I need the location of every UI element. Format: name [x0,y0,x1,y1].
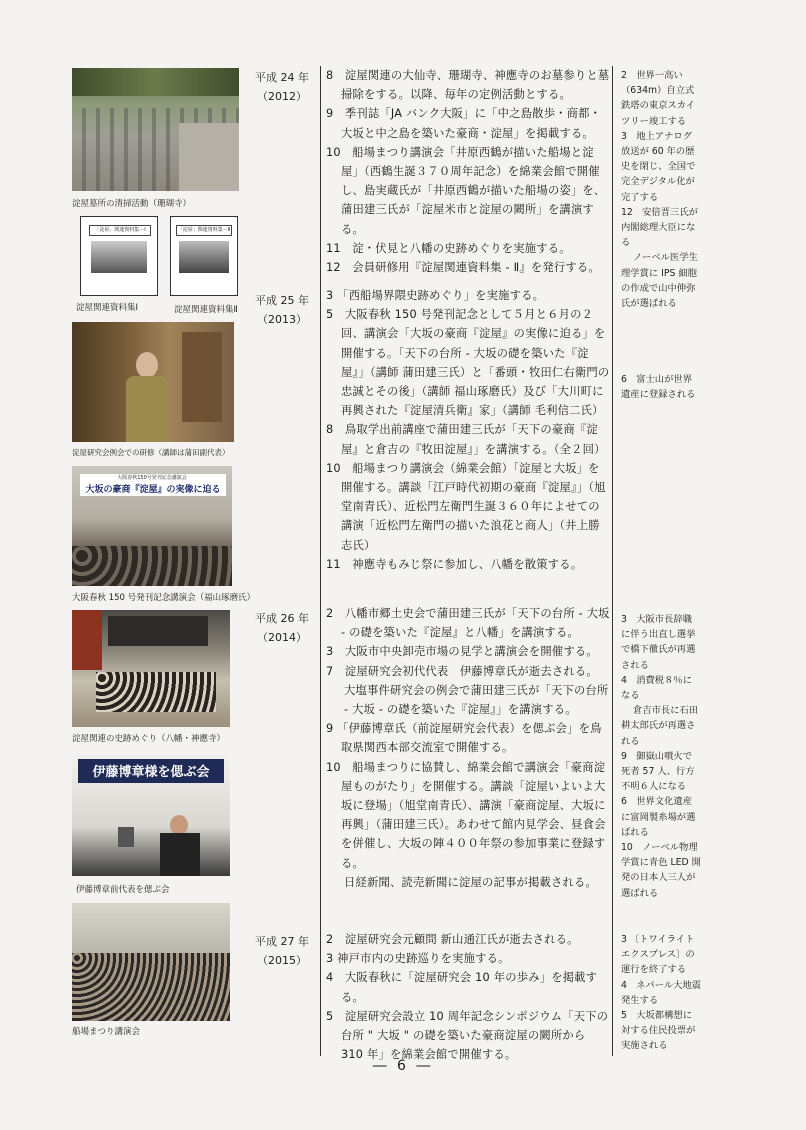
event-item: 8 淀屋関連の大仙寺、珊瑚寺、神應寺のお墓参りと墓掃除をする。以降、毎年の定例活動とする。 [326,69,610,102]
side-note: 9 御嶽山噴火で死者 57 人、行方不明６人になる [621,750,695,793]
year-label [246,68,318,106]
event-item: 9 「伊藤博章氏（前淀屋研究会代表）を偲ぶ会」を鳥取県関西本部交流室で開催する。 [326,722,602,755]
year-label [246,609,318,647]
photo-caption: 淀屋関連資料集Ⅱ [174,305,238,315]
side-notes-2015 [621,932,701,1054]
column-rule-right [612,66,613,1056]
banner-main-text: 大坂の豪商『淀屋』の実像に迫る [85,485,221,495]
photo-memorial [72,753,230,876]
event-item: 2 八幡市郷土史会で蒲田建三氏が「天下の台所 - 大坂 - の礎を築いた『淀屋』と八幡」を講演する。 [326,607,610,640]
side-note: 2 世界一高い（634m）自立式鉄塔の東京スカイツリー竣工する [621,70,696,127]
events-2014 [326,604,610,892]
year-era: 平成 25 年 [255,294,309,307]
side-note: 3 地上アナログ放送が 60 年の歴史を閉じ、全国で完全デジタル化が完了する [621,130,696,203]
photo-temple-tour [72,610,230,727]
event-item: 11 淀・伏見と八幡の史跡めぐりを実施する。 [326,241,571,255]
year-ad: （2015） [257,954,307,967]
year-label [246,291,318,329]
photo-caption: 船場まつり講演会 [72,1027,141,1037]
side-note: 3 〔トワイライトエクスプレス〕の運行を終了する [621,934,695,976]
event-item: 7 淀屋研究会初代代表 伊藤博章氏が逝去される。 [326,664,598,678]
event-item: 10 船場まつり講演会（綿業会館）「淀屋と大坂」を開催する。講談「江戸時代初期の豪商『淀屋』」（旭堂南青氏）、近松門左衛門生誕３６０年によせての講演「近松門左衛門の描いた浪花と商人」（井上勝志氏） [326,461,606,552]
year-ad: （2013） [257,313,307,326]
side-notes-2012 [621,68,701,311]
year-ad: （2014） [257,631,307,644]
events-2012 [326,66,610,277]
banner-main-text: 伊藤博章様を偲ぶ会 [92,765,210,780]
side-notes-2014 [621,612,701,901]
side-note: 4 ネパール大地震発生する [621,979,702,1006]
event-item: 8 鳥取学出前講座で蒲田建三氏が「天下の豪商『淀屋』と倉吉の『牧田淀屋』」を講演する。（全２回） [326,423,606,456]
year-label [246,932,318,970]
event-item: 12 会員研修用『淀屋関連資料集 - Ⅱ』を発行する。 [326,261,600,275]
side-note: ノーベル医学生理学賞に IPS 細胞の作成で山中伸弥氏が選ばれる [621,252,698,310]
event-item: 10 船場まつりに協賛し、綿業会館で講演会「豪商淀屋ものがたり」を開催する。講談「淀屋いよいよ大坂に登場」（旭堂南青氏）、講演「豪商淀屋、大坂に再興」（蒲田建三氏）。あわせて館内見学会、昼食会を併催し、大坂の陣４００年祭の参加事業に登録する。 [326,760,606,870]
events-2013 [326,286,610,574]
year-ad: （2012） [257,90,307,103]
event-item: 3 「西船場界隈史跡めぐり」を実施する。 [326,289,545,302]
event-item: 大塩事件研究会の例会で蒲田建三氏が「天下の台所 - 大坂 - の礎を築いた『淀屋』」を講演する。 [344,683,609,717]
side-note: 4 消費税８％になる [621,674,692,702]
column-rule-left [320,66,321,1056]
document-title: 「淀屋」関連資料集－Ⅰ [89,225,151,236]
photo-grave-cleaning [72,68,239,191]
year-era: 平成 27 年 [255,935,309,948]
event-item: 10 船場まつり講演会「井原西鶴が描いた船場と淀屋」（西鶴生誕３７０周年記念）を綿業会館で開催し、島実蔵氏が「井原西鶴が描いた船場の姿」を、蒲田建三氏が「淀屋米市と淀屋の闕所」を講演する。 [326,145,606,236]
year-era: 平成 26 年 [255,612,309,625]
event-item: 2 淀屋研究会元顧問 新山通江氏が逝去される。 [326,933,579,946]
side-note: 倉吉市長に石田耕太郎氏が再選される [621,705,699,747]
photo-caption: 淀屋関連の史跡めぐり（八幡・神應寺） [72,734,226,744]
side-note: 6 富士山が世界遺産に登録される [621,374,696,401]
page-number: ― 6 ― [372,1058,434,1074]
year-era: 平成 24 年 [255,71,309,84]
side-note: 3 大阪市長辞職に伴う出直し選挙で橋下徹氏が再選される [621,614,696,671]
side-note: 12 安倍晋三氏が内閣総理大臣になる [621,206,698,249]
photo-funaba-lecture [72,903,230,1021]
event-item: 9 季刊誌「JA バンク大阪」に「中之島散歩・商都・大坂と中之島を築いた豪商・淀屋」を掲載する。 [326,107,602,140]
event-item: 5 淀屋研究会設立 10 周年記念シンポジウム「天下の台所 " 大坂 " の礎を築いた豪商淀屋の闕所から 310 年」を綿業会館で開催する。 [326,1009,609,1062]
photo-caption: 淀屋関連資料集Ⅰ [76,303,139,313]
banner-small-text: 大阪春秋150号発刊記念講演会 [117,475,187,481]
photo-document-2 [170,216,238,296]
photo-caption: 伊藤博章前代表を偲ぶ会 [76,885,170,895]
side-note: 5 大坂都構想に対する住民投票が実施される [621,1010,696,1052]
event-item: 4 大阪春秋に「淀屋研究会 10 年の歩み」を掲載する。 [326,971,598,1004]
event-item: 3 神戸市内の史跡巡りを実施する。 [326,952,510,966]
photo-study-meeting [72,322,234,442]
event-item: 5 大阪春秋 150 号発刊記念として５月と６月の２回、講演会「大坂の豪商『淀屋』の実像に迫る」を開催する。「天下の台所 - 大坂の礎を築いた『淀屋』」（講師 蒲田建三氏）と「番頭・牧田仁右衛門の忠誠とその後」（講師 福山琢磨氏）及び「大川町に再興された『淀屋清兵衛』家」（講師 毛利信二氏） [326,308,610,418]
event-item: 11 神應寺もみじ祭に参加し、八幡を散策する。 [326,557,583,571]
photo-document-1 [80,216,158,296]
side-note: 6 世界文化遺産に富岡製糸場が選ばれる [621,796,696,838]
photo-caption: 大阪春秋 150 号発刊記念講演会（福山琢磨氏） [72,593,256,603]
side-notes-2013 [621,372,701,402]
photo-caption: 淀屋研究会例会での研修（講師は蒲田副代表） [72,448,230,457]
events-2015 [326,930,610,1064]
event-item: 3 大阪市中央卸売市場の見学と講演会を開催する。 [326,645,598,659]
event-item: 日経新聞、読売新聞に淀屋の記事が掲載される。 [344,875,597,889]
photo-caption: 淀屋墓所の清掃活動（珊瑚寺） [72,199,192,209]
photo-lecture-banner [72,466,232,586]
document-title: 「淀屋」関連資料集－Ⅱ [176,225,232,236]
side-note: 10 ノーベル物理学賞に青色 LED 開発の日本人三人が選ばれる [621,842,701,899]
